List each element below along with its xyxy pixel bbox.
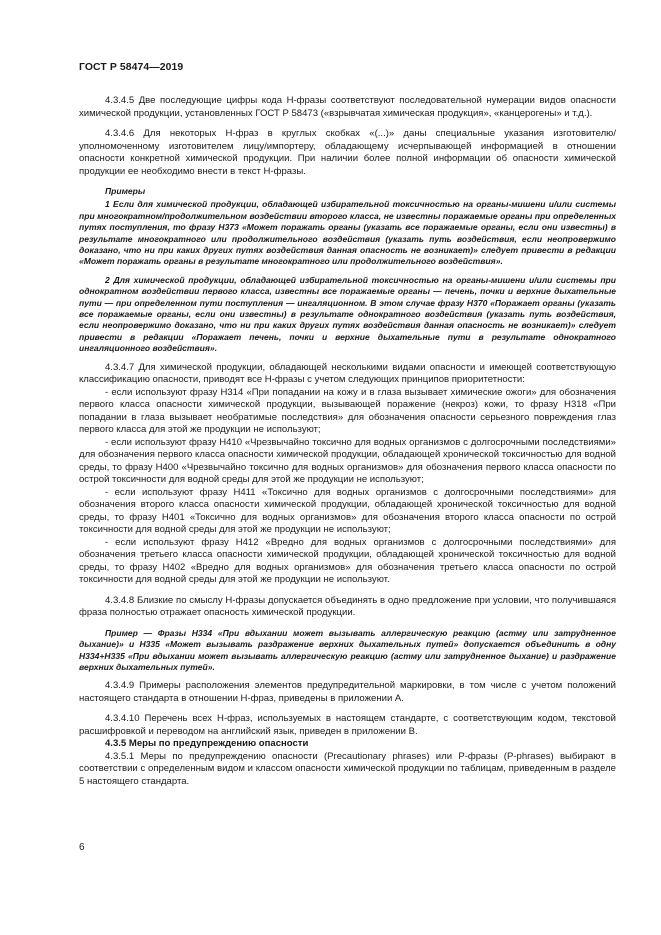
paragraph-4-3-4-5: 4.3.4.5 Две последующие цифры кода Н-фразы соответствуют последовательной нумерации видов опасности химической продукции, установленных ГОСТ Р 58473 («взрывчатая химическая продукция», «канцерогены» и т.д.). <box>79 95 616 119</box>
example-2: 2 Для химической продукции, обладающей избирательной токсичностью на органы-мишени и/или системы при однократном воздействии первого класса, известны все поражаемые органы — печень, почки и верхние дыхательные пути — при определенном пути поступления — ингаляционном. В этом случае фразу Н370 «Поражает органы (указать все поражаемые органы, если они известны) в результате однократного воздействия (указать путь воздействия, если неопровержимо доказано, что ни при каких других путях воздействия данная опасность не возникает)» следует привести в редакции «Поражает печень, почки и верхние дыхательные пути в результате однократного ингаляционного воздействия». <box>79 274 616 354</box>
example-combined-phrases: Пример — Фразы Н334 «При вдыхании может вызывать аллергическую реакцию (астму или затрудненное дыхание)» и Н335 «Может вызывать раздражение верхних дыхательных путей» допускается объединить в одну Н334+Н335 «При вдыхании может вызывать аллергическую реакцию (астму или затрудненное дыхание) и раздражение верхних дыхательных путей». <box>79 627 616 672</box>
priority-item-h314: - если используют фразу Н314 «При попадании на кожу и в глаза вызывает химические ожоги» для обозначения первого класса опасности химической продукции, вызывающей поражение (некроз) кожи, то фразу Н318 «При попадании в глаза вызывает необратимые последствия» для обозначения опасности серьезного повреждения глаз первого класса для этой же продукции не используют; <box>79 386 616 436</box>
paragraph-4-3-5-1: 4.3.5.1 Меры по предупреждению опасности (Precautionary phrases) или Р-фразы (P-phrases) выбирают в соответствии с определенным видом и классом опасности химической продукции по таблицам, приведенным в разделе 5 настоящего стандарта. <box>79 750 616 787</box>
page-number: 6 <box>79 842 85 853</box>
standard-header: ГОСТ Р 58474—2019 <box>79 62 184 73</box>
paragraph-4-3-4-10: 4.3.4.10 Перечень всех Н-фраз, используемых в настоящем стандарте, с соответствующим кодом, текстовой расшифровкой и переводом на английский язык, приведен в приложении В. <box>79 713 616 737</box>
page-content <box>79 95 616 788</box>
priority-item-h410: - если используют фразу Н410 «Чрезвычайно токсично для водных организмов с долгосрочными последствиями» для обозначения первого класса опасности химической продукции, обладающей хронической токсичностью для водной среды, то фразу Н400 «Чрезвычайно токсично для водных организмов» для обозначения первого класса опасности по острой токсичности для водной среды для этой же продукции не используют; <box>79 436 616 486</box>
example-1: 1 Если для химической продукции, обладающей избирательной токсичностью на органы-мишени и/или системы при многократном/продолжительном воздействии второго класса, не известны поражаемые органы при определенных путях поступления, то фразу Н373 «Может поражать органы (указать все поражаемые органы, если они известны) в результате многократного или продолжительного воздействия (указать путь воздействия, если неопровержимо доказано, что ни при каких других путях воздействия данная опасность не возникает)» следует привести в редакции «Может поражать органы в результате многократного или продолжительного воздействия». <box>79 199 616 267</box>
paragraph-4-3-4-8: 4.3.4.8 Близкие по смыслу Н-фразы допускается объединять в одно предложение при условии, что получившаяся фраза полностью отражает опасность химической продукции. <box>79 594 616 619</box>
paragraph-4-3-4-9: 4.3.4.9 Примеры расположения элементов предупредительной маркировки, в том числе с учетом положений настоящего стандарта в отношении Н-фраз, приведены в приложении А. <box>79 680 616 704</box>
examples-title: Примеры <box>105 186 146 196</box>
paragraph-4-3-4-6: 4.3.4.6 Для некоторых Н-фраз в круглых скобках «(...)» даны специальные указания изготовителю/уполномоченному изготовителем лицу/импортеру, обладающему исчерпывающей информацией в отношении опасности конкретной химической продукции. При наличии более полной информации об опасности химической продукции ее необходимо внести в текст Н-фразы. <box>79 128 616 177</box>
section-heading-4-3-5: 4.3.5 Меры по предупреждению опасности <box>105 738 309 750</box>
priority-item-h411: - если используют фразу Н411 «Токсично для водных организмов с долгосрочными последствиями» для обозначения второго класса опасности химической продукции, обладающей хронической токсичностью для водной среды, то фразу Н401 «Токсично для водных организмов» для обозначения второго класса опасности по острой токсичности для водной среды для этой же продукции не используют; <box>79 486 616 536</box>
paragraph-4-3-4-7: 4.3.4.7 Для химической продукции, обладающей несколькими видами опасности и имеющей соответствующую классификацию опасности, приводят все Н-фразы с учетом следующих принципов приоритетности: <box>79 361 616 386</box>
priority-item-h412: - если используют фразу Н412 «Вредно для водных организмов с долгосрочными последствиями» для обозначения третьего класса опасности химической продукции, обладающей хронической токсичностью для водной среды, то фразу Н402 «Вредно для водных организмов» для обозначения третьего класса опасности по острой токсичности для водной среды для этой же продукции не используют. <box>79 536 616 586</box>
